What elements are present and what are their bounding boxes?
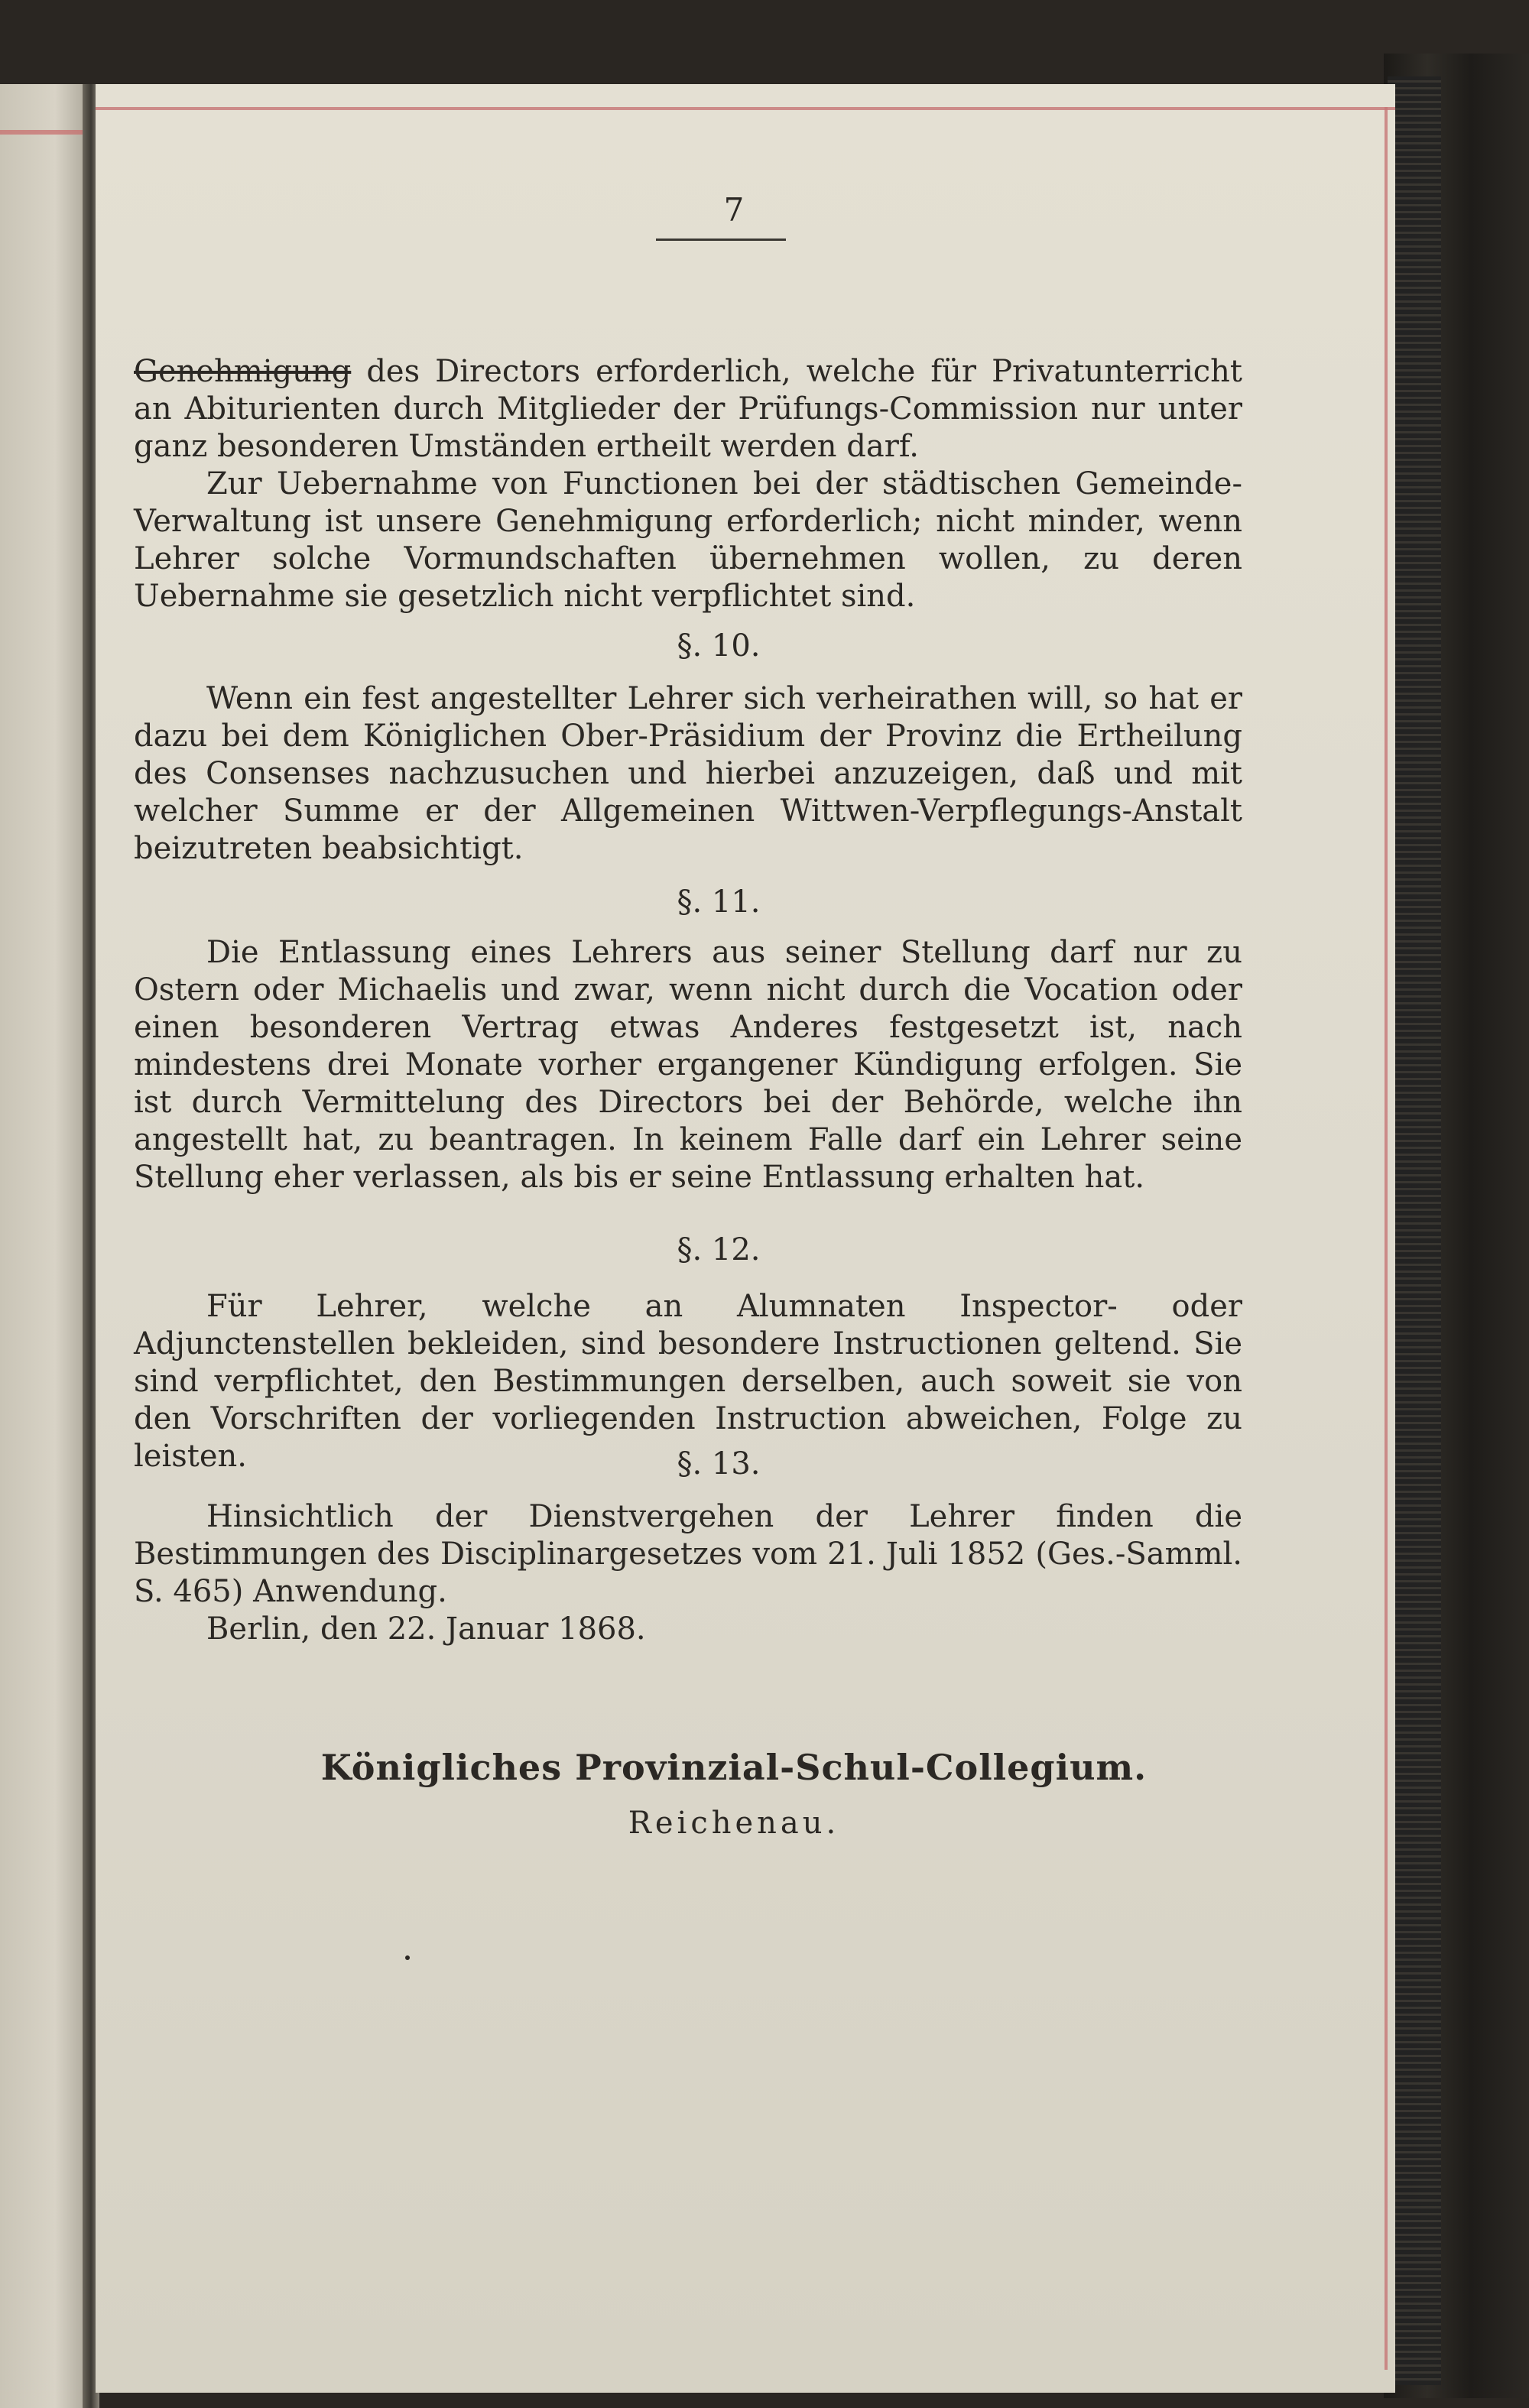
section-11-text: Die Entlassung eines Lehrers aus seiner Stellung darf nur zu Ostern oder Michaelis und zwar, wenn nicht durch die Vocation oder einen besonderen Vertrag etwas Anderes festgesetzt ist, nach mindestens drei Monate vorher ergangener Kündigung erfolgen. Sie ist durch Vermittelung des Directors bei der Behörde, welche ihn angestellt hat, zu beantragen. In keinem Falle darf ein Lehrer seine Stellung eher verlassen, als bis er seine Entlassung erhalten hat. [134,935,1242,1195]
page-number: 7 [723,191,745,229]
place-date: Berlin, den 22. Januar 1868. [206,1611,646,1647]
ink-dot [405,1955,410,1960]
left-page-edge [0,84,92,2408]
page-red-rule-right [1385,107,1388,2370]
section-12-text: Für Lehrer, welche an Alumnaten Inspector- oder Adjunctenstellen bekleiden, sind besondere Instructionen geltend. Sie sind verpflichtet, den Bestimmungen derselben, auch soweit sie von den Vorschriften der vorliegenden Instruction abweichen, Folge zu leisten. [134,1289,1242,1474]
section-13-heading: §. 13. [677,1446,761,1481]
left-page-red-rule [0,130,90,135]
signatory: Reichenau. [628,1806,840,1841]
paragraph-1 [134,353,1242,615]
section-10-body [134,680,1242,868]
section-12-heading: §. 12. [677,1232,761,1267]
paragraph-1-text: des Directors erforderlich, welche für Privatunterricht an Abiturienten durch Mitglieder der Prüfungs-Commission nur unter ganz besonderen Umständen ertheilt werden darf. [134,354,1242,464]
section-10-text: Wenn ein fest angestellter Lehrer sich verheirathen will, so hat er dazu bei dem Königlichen Ober-Präsidium der Provinz die Ertheilung des Consenses nachzusuchen und hierbei anzuzeigen, daß und mit welcher Summe er der Allgemeinen Wittwen-Verpflegungs-Anstalt beizutreten beabsichtigt. [134,681,1242,866]
section-11-body [134,934,1242,1196]
section-10-heading: §. 10. [677,628,761,664]
page-number-rule [656,239,786,241]
issuing-authority: Königliches Provinzial-Schul-Collegium. [320,1747,1148,1788]
page-red-rule-top [96,107,1395,110]
book-page-stack [1388,76,1441,2385]
struck-word: Genehmigung [134,354,352,389]
section-11-heading: §. 11. [677,884,761,920]
paragraph-2: Zur Uebernahme von Functionen bei der städtischen Gemeinde-Verwaltung ist unsere Genehmigung erforderlich; nicht minder, wenn Lehrer solche Vormundschaften übernehmen wollen, zu deren Uebernahme sie gesetzlich nicht verpflichtet sind. [134,466,1242,614]
section-13-body [134,1498,1242,1648]
section-13-text: Hinsichtlich der Dienstvergehen der Lehrer finden die Bestimmungen des Disciplinargesetzes vom 21. Juli 1852 (Ges.-Samml. S. 465) Anwendung. [134,1499,1242,1609]
